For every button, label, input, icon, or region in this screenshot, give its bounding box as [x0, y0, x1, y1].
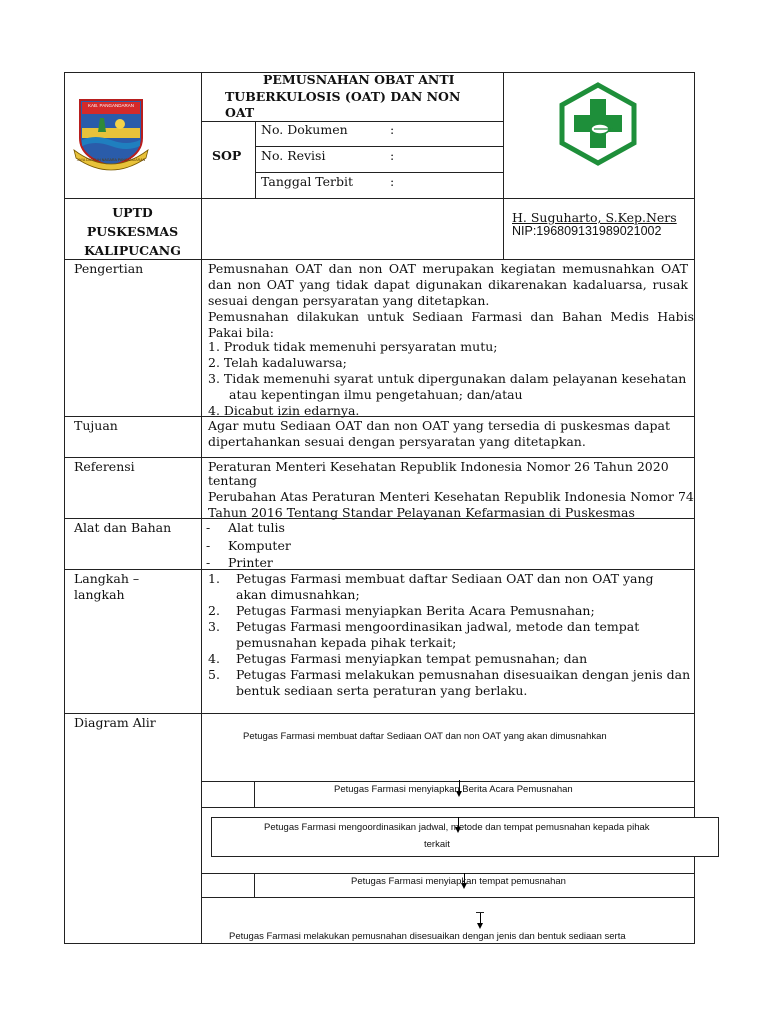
pengertian-para-2: Pemusnahan dilakukan untuk Sediaan Farmasi dan Bahan Medis Habis Pakai bila:	[208, 309, 694, 340]
header-sub-line-2	[255, 146, 504, 147]
alat-item-1: Alat tulis	[228, 520, 285, 535]
row-line-pengertian	[64, 416, 695, 417]
alat-item-2: Komputer	[228, 538, 291, 553]
tujuan-text: Agar mutu Sediaan OAT dan non OAT yang tersedia di puskesmas dapat dipertahankan sesuai dengan persyaratan yang ditetapkan.	[208, 418, 670, 449]
field-tanggal-terbit-sep: :	[390, 174, 395, 189]
title-line-3: OAT	[225, 105, 255, 120]
referensi-line-4: Tahun 2016 Tentang Standar Pelayanan Kefarmasian di Puskesmas	[208, 505, 635, 520]
label-alat-bahan: Alat dan Bahan	[74, 520, 172, 535]
label-tujuan: Tujuan	[74, 418, 118, 433]
header-sub-line-3	[255, 172, 504, 173]
alat-bullet-1: -	[206, 520, 211, 535]
step-5-num: 5.	[208, 667, 220, 682]
referensi-line-2: tentang	[208, 473, 257, 488]
regency-banner-text: KAB. PANGANDARAN	[88, 103, 134, 108]
org-line-3: KALIPUCANG	[84, 243, 181, 258]
flow-box-3-text-2: terkait	[424, 839, 450, 850]
flow-arrow-4-cap	[476, 912, 484, 913]
label-langkah-1: Langkah –	[74, 571, 140, 586]
table-border-right	[694, 72, 695, 944]
table-border-bottom	[64, 943, 695, 944]
step-5-line-2: bentuk sediaan serta peraturan yang berlaku.	[236, 683, 528, 698]
row-line-header	[64, 198, 695, 199]
flow-box-2-bottom	[201, 807, 695, 808]
label-langkah-2: langkah	[74, 587, 125, 602]
flow-box-4-text: Petugas Farmasi menyiapkan tempat pemusnahan	[351, 876, 566, 887]
step-1-num: 1.	[208, 571, 220, 586]
pengertian-item-3: 3. Tidak memenuhi syarat untuk dipergunakan dalam pelayanan kesehatan	[208, 371, 687, 386]
row-line-langkah	[64, 713, 695, 714]
row-line-alat	[64, 569, 695, 570]
puskesmas-logo	[556, 82, 640, 166]
pengertian-item-4: 4. Dicabut izin edarnya.	[208, 403, 360, 418]
org-line-1: UPTD	[112, 205, 153, 220]
label-diagram-alir: Diagram Alir	[74, 715, 156, 730]
flow-box-4-bottom	[201, 897, 695, 898]
step-3-line-2: pemusnahan kepada pihak terkait;	[236, 635, 457, 650]
sop-label: SOP	[212, 148, 242, 163]
org-line-2: PUSKESMAS	[86, 224, 179, 239]
field-no-revisi-label: No. Revisi	[261, 148, 326, 163]
step-2-num: 2.	[208, 603, 220, 618]
field-tanggal-terbit-label: Tanggal Terbit	[261, 174, 354, 189]
step-1-line-1: Petugas Farmasi membuat daftar Sediaan OAT dan non OAT yang	[236, 571, 654, 586]
referensi-line-1: Peraturan Menteri Kesehatan Republik Indonesia Nomor 26 Tahun 2020	[208, 459, 669, 474]
flow-box-4-top	[201, 873, 695, 874]
row-line-tujuan	[64, 457, 695, 458]
alat-item-3: Printer	[228, 555, 273, 570]
title-line-1: PEMUSNAHAN OBAT ANTI	[263, 72, 455, 87]
step-4-num: 4.	[208, 651, 220, 666]
field-no-revisi-sep: :	[390, 148, 395, 163]
pengertian-item-1: 1. Produk tidak memenuhi persyaratan mutu;	[208, 339, 498, 354]
flow-box-5-text: Petugas Farmasi melakukan pemusnahan disesuaikan dengan jenis dan bentuk sediaan serta	[229, 931, 626, 942]
table-border-left	[64, 72, 65, 944]
pengertian-item-2: 2. Telah kadaluwarsa;	[208, 355, 347, 370]
flow-arrow-4	[480, 912, 481, 924]
col-divider-label	[201, 72, 202, 944]
step-2-line-1: Petugas Farmasi menyiapkan Berita Acara Pemusnahan;	[236, 603, 595, 618]
alat-bullet-3: -	[206, 555, 211, 570]
step-3-line-1: Petugas Farmasi mengoordinasikan jadwal, metode dan tempat	[236, 619, 640, 634]
pengertian-para-1: Pemusnahan OAT dan non OAT merupakan kegiatan memusnahkan OAT dan non OAT yang tidak dapat digunakan dikarenakan kadaluarsa, rusak sesuai dengan persyaratan yang ditetapkan.	[208, 261, 688, 308]
header-sub-line-1	[201, 121, 504, 122]
regency-ribbon-text: JAYA DAYEUH NAGARA PANGANDARAN	[76, 158, 146, 162]
signer-name: H. Suguharto, S.Kep.Ners	[512, 210, 677, 225]
flow-box-2-left	[254, 781, 255, 808]
flow-box-2-text: Petugas Farmasi menyiapkan Berita Acara Pemusnahan	[334, 784, 573, 795]
pengertian-item-3-cont: atau kepentingan ilmu pengetahuan; dan/atau	[229, 387, 523, 402]
step-5-line-1: Petugas Farmasi melakukan pemusnahan disesuaikan dengan jenis dan	[236, 667, 691, 682]
flow-box-2-top	[201, 781, 695, 782]
step-4-line-1: Petugas Farmasi menyiapkan tempat pemusnahan; dan	[236, 651, 588, 666]
label-referensi: Referensi	[74, 459, 135, 474]
alat-bullet-2: -	[206, 538, 211, 553]
signer-nip: NIP:196809131989021002	[512, 224, 662, 238]
field-no-dokumen-label: No. Dokumen	[261, 122, 348, 137]
field-no-dokumen-sep: :	[390, 122, 395, 137]
referensi-line-3: Perubahan Atas Peraturan Menteri Kesehatan Republik Indonesia Nomor 74	[208, 489, 694, 504]
step-3-num: 3.	[208, 619, 220, 634]
row-line-org	[64, 259, 695, 260]
step-1-line-2: akan dimusnahkan;	[236, 587, 360, 602]
regency-logo	[70, 88, 152, 172]
flow-box-1-text: Petugas Farmasi membuat daftar Sediaan OAT dan non OAT yang akan dimusnahkan	[243, 731, 607, 742]
title-line-2: TUBERKULOSIS (OAT) DAN NON	[225, 89, 461, 104]
flow-box-4-left	[254, 873, 255, 898]
col-divider-logo-right	[503, 72, 504, 260]
label-pengertian: Pengertian	[74, 261, 144, 276]
flow-box-3-text-1: Petugas Farmasi mengoordinasikan jadwal, metode dan tempat pemusnahan kepada pihak	[264, 822, 650, 833]
puskesmas-cross-icon	[556, 82, 640, 166]
col-divider-sop	[255, 121, 256, 198]
